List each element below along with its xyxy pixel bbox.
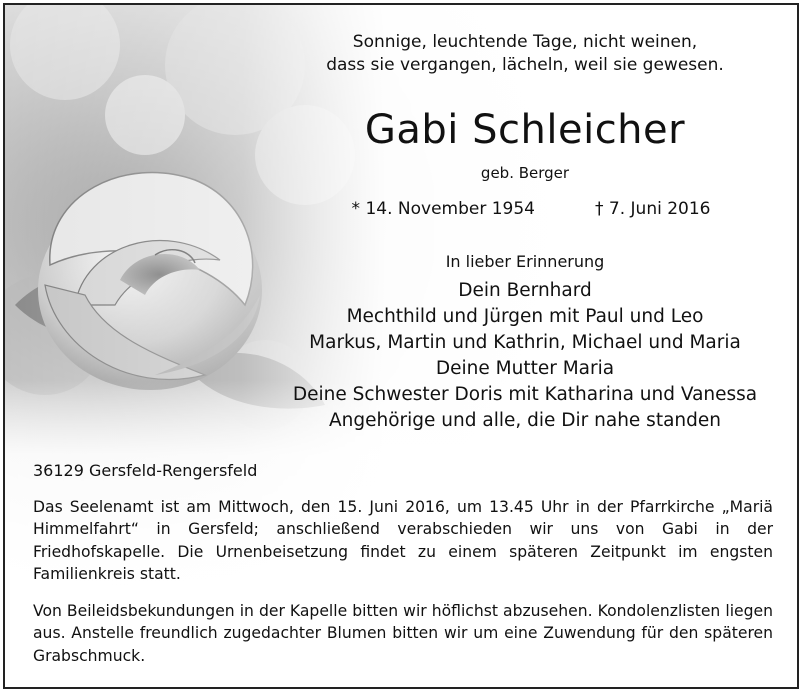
life-dates <box>275 198 775 220</box>
mourners-list <box>275 278 775 434</box>
memory-heading: In lieber Erinnerung <box>445 252 605 271</box>
mourner-line: Mechthild und Jürgen mit Paul und Leo <box>346 306 704 327</box>
deceased-name: Gabi Schleicher <box>364 107 686 153</box>
mourner-line: Deine Schwester Doris mit Katharina und Vanessa <box>292 384 758 405</box>
condolence-paragraph: Von Beileidsbekundungen in der Kapelle bitten wir höflichst abzusehen. Kondolenzlisten liegen aus. Anstelle freundlich zugedachter Blumen bitten wir um eine Zuwendung für den späteren Grabschmuck. <box>33 602 773 665</box>
verse-line-1: Sonnige, leuchtende Tage, nicht weinen, <box>352 32 698 52</box>
birth-date: * 14. November 1954 <box>351 199 535 219</box>
mourner-line: Deine Mutter Maria <box>435 358 615 379</box>
place: 36129 Gersfeld-Rengersfeld <box>33 461 258 480</box>
maiden-name: geb. Berger <box>480 164 570 182</box>
service-paragraph: Das Seelenamt ist am Mittwoch, den 15. Juni 2016, um 13.45 Uhr in der Pfarrkirche „Mariä Himmelfahrt“ in Gersfeld; anschließend verabschieden wir uns von Gabi in der Friedhofskapelle. Die Urnenbeisetzung findet zu einem späteren Zeitpunkt im engsten Familienkreis statt. <box>33 498 773 584</box>
obituary-card <box>3 3 799 689</box>
mourner-line: Angehörige und alle, die Dir nahe standen <box>328 410 721 431</box>
mourner-line: Dein Bernhard <box>458 280 592 301</box>
verse <box>275 31 775 77</box>
mourner-line: Markus, Martin und Kathrin, Michael und Maria <box>309 332 741 353</box>
verse-line-2: dass sie vergangen, lächeln, weil sie gewesen. <box>326 55 724 75</box>
death-date: † 7. Juni 2016 <box>595 199 711 219</box>
